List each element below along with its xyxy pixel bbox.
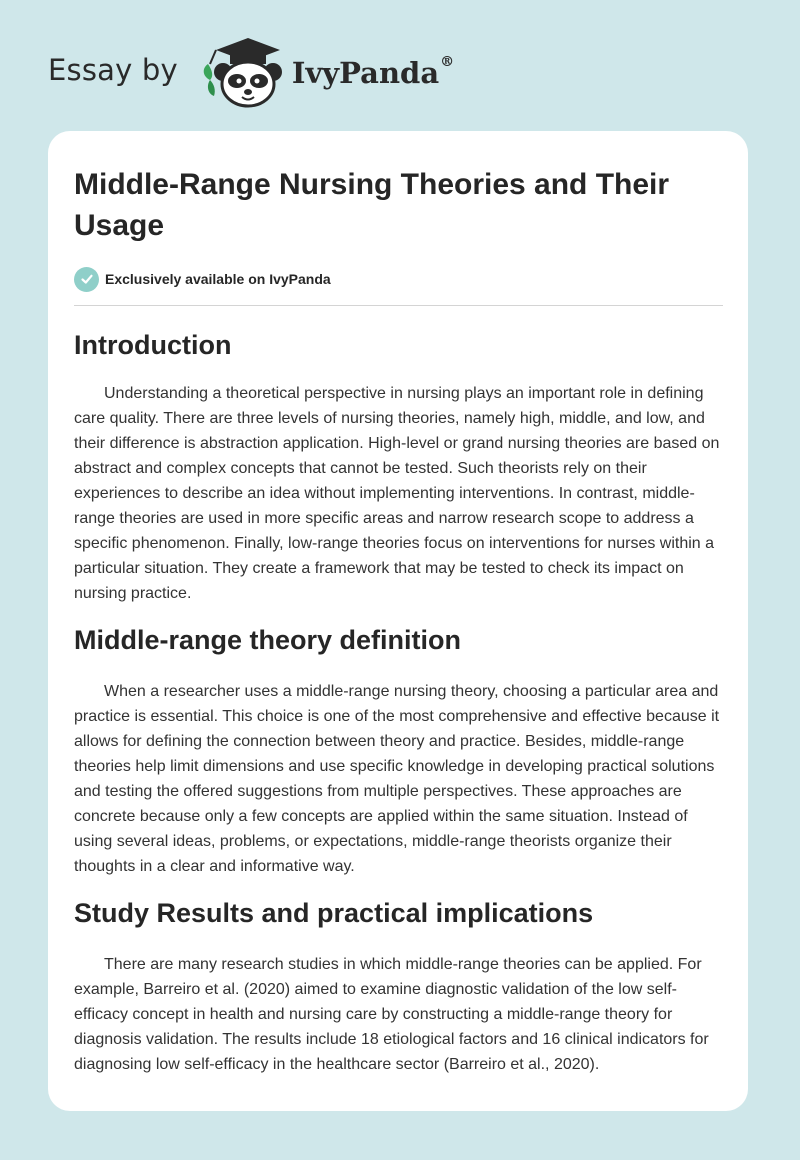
- divider: [74, 305, 723, 306]
- essay-card: [48, 131, 748, 1111]
- section-heading: Middle-range theory definition: [74, 625, 462, 655]
- section-study-results: [74, 896, 722, 1077]
- site-header: [48, 36, 454, 108]
- section-paragraph: There are many research studies in which middle-range theories can be applied. For example, Barreiro et al. (2020) aimed to examine diagnostic validation of the low self-efficacy concept in health and nursing care by constructing a middle-range theory for diagnosis validation. The results include 18 etiological factors and 16 clinical indicators for diagnosing low self-efficacy in the healthcare sector (Barreiro et al., 2020).: [74, 956, 709, 1073]
- section-middle-range-definition: [74, 623, 722, 879]
- essay-by-label: Essay by: [48, 53, 178, 87]
- section-paragraph: When a researcher uses a middle-range nursing theory, choosing a particular area and practice is essential. This choice is one of the most comprehensive and effective because it allows for defining the connection between theory and practice. Besides, middle-range theories help limit dimensions and use specific knowledge in developing practical solutions and testing the offered suggestions from multiple perspectives. These approaches are concrete because only a few concepts are applied within the same situation. Instead of using several ideas, problems, or expectations, middle-range theorists organize their thoughts in a clear and informative way.: [74, 683, 720, 875]
- check-icon: [74, 267, 99, 292]
- section-heading: Study Results and practical implications: [74, 898, 594, 928]
- section-heading: Introduction: [74, 330, 232, 360]
- brand-logo-text[interactable]: [292, 56, 454, 90]
- page-title: Middle-Range Nursing Theories and Their Usage: [74, 168, 670, 242]
- section-introduction: [74, 328, 722, 606]
- registered-mark: ®: [440, 54, 455, 70]
- panda-graduate-icon[interactable]: [196, 36, 286, 108]
- exclusive-badge: [74, 266, 722, 292]
- section-paragraph: Understanding a theoretical perspective in nursing plays an important role in defining care quality. There are three levels of nursing theories, namely high, middle, and low, and their difference is abstraction application. High-level or grand nursing theories are based on abstract and complex concepts that cannot be tested. Such theorists rely on their experiences to describe an idea without implementing interventions. In contrast, middle-range theories are used in more specific areas and narrow research scope to address a specific phenomenon. Finally, low-range theories focus on interventions for nurses within a particular situation. They create a framework that may be tested to check its impact on nursing practice.: [74, 385, 720, 602]
- brand-name: IvyPanda: [291, 56, 440, 90]
- exclusive-label: Exclusively available on IvyPanda: [105, 271, 331, 287]
